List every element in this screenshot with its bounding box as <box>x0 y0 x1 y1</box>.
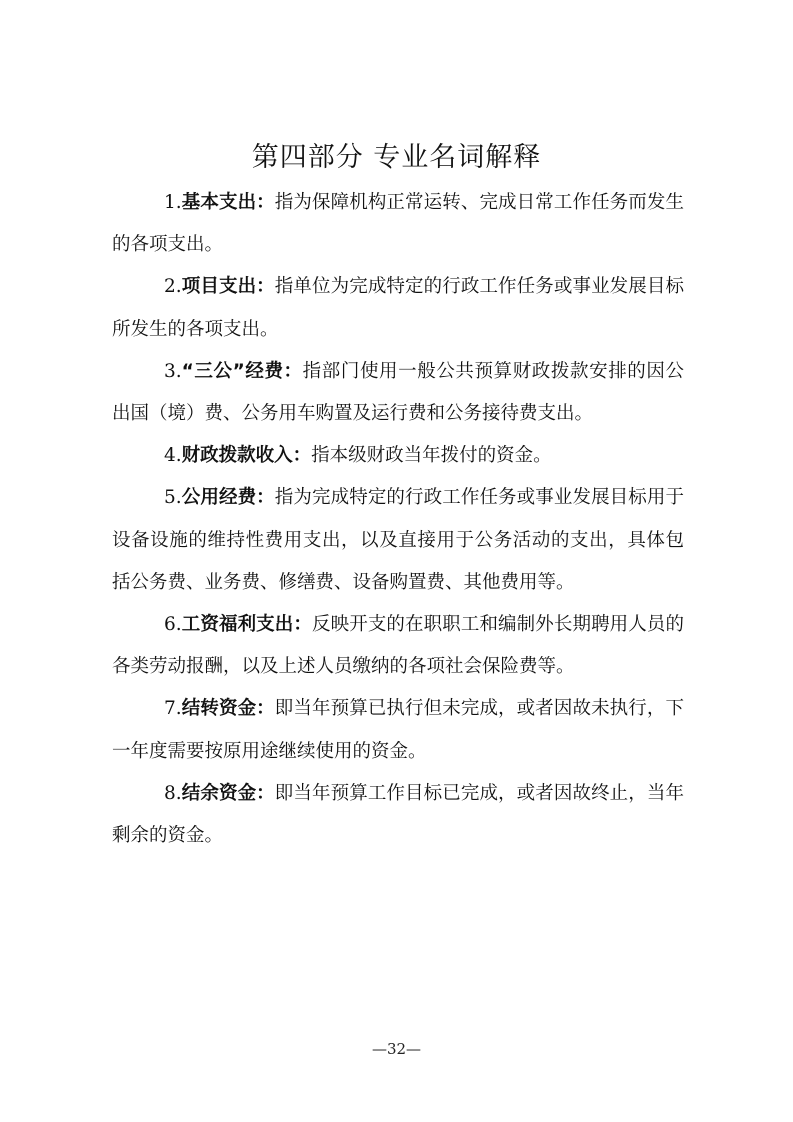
item-term: 结余资金： <box>181 782 275 804</box>
item-term: 项目支出： <box>181 276 275 298</box>
item-term: “三公”经费： <box>181 360 303 382</box>
item-number: 5. <box>164 487 182 509</box>
item-number: 1. <box>164 192 182 213</box>
glossary-body <box>112 182 684 857</box>
item-term: 结转资金： <box>181 698 275 720</box>
item-definition: 即当年预算已执行但未完成，或者因故未执行，下一年度需要按原用途继续使用的资金。 <box>112 698 684 762</box>
item-definition: 指单位为完成特定的行政工作任务或事业发展目标所发生的各项支出。 <box>112 276 684 340</box>
item-number: 7. <box>164 698 182 720</box>
item-number: 3. <box>164 360 182 382</box>
item-definition: 指部门使用一般公共预算财政拨款安排的因公出国（境）费、公务用车购置及运行费和公务接待费支出。 <box>112 360 684 425</box>
glossary-item <box>112 688 684 772</box>
item-number: 4. <box>164 445 182 467</box>
item-definition: 指为完成特定的行政工作任务或事业发展目标用于设备设施的维持性费用支出，以及直接用于公务活动的支出，具体包括公务费、业务费、修缮费、设备购置费、其他费用等。 <box>112 487 684 593</box>
item-definition: 反映开支的在职职工和编制外长期聘用人员的各类劳动报酬，以及上述人员缴纳的各项社会保险费等。 <box>112 614 684 678</box>
glossary-item <box>112 773 684 857</box>
glossary-item <box>112 435 684 477</box>
item-term: 公用经费： <box>181 487 275 509</box>
section-title: 第四部分 专业名词解释 <box>251 142 542 173</box>
item-number: 6. <box>164 614 182 636</box>
page-number: —32— <box>371 1040 422 1058</box>
glossary-item <box>112 182 684 266</box>
glossary-item <box>112 266 684 350</box>
item-number: 8. <box>164 782 182 804</box>
glossary-item <box>112 351 684 435</box>
item-definition: 指为保障机构正常运转、完成日常工作任务而发生的各项支出。 <box>112 192 684 256</box>
glossary-item <box>112 477 684 604</box>
item-definition: 指本级财政当年拨付的资金。 <box>311 445 552 467</box>
item-term: 财政拨款收入： <box>181 445 312 467</box>
item-term: 工资福利支出： <box>181 614 312 636</box>
item-number: 2. <box>164 276 182 298</box>
item-definition: 即当年预算工作目标已完成，或者因故终止，当年剩余的资金。 <box>112 782 684 847</box>
item-term: 基本支出： <box>181 192 275 213</box>
glossary-item <box>112 604 684 688</box>
